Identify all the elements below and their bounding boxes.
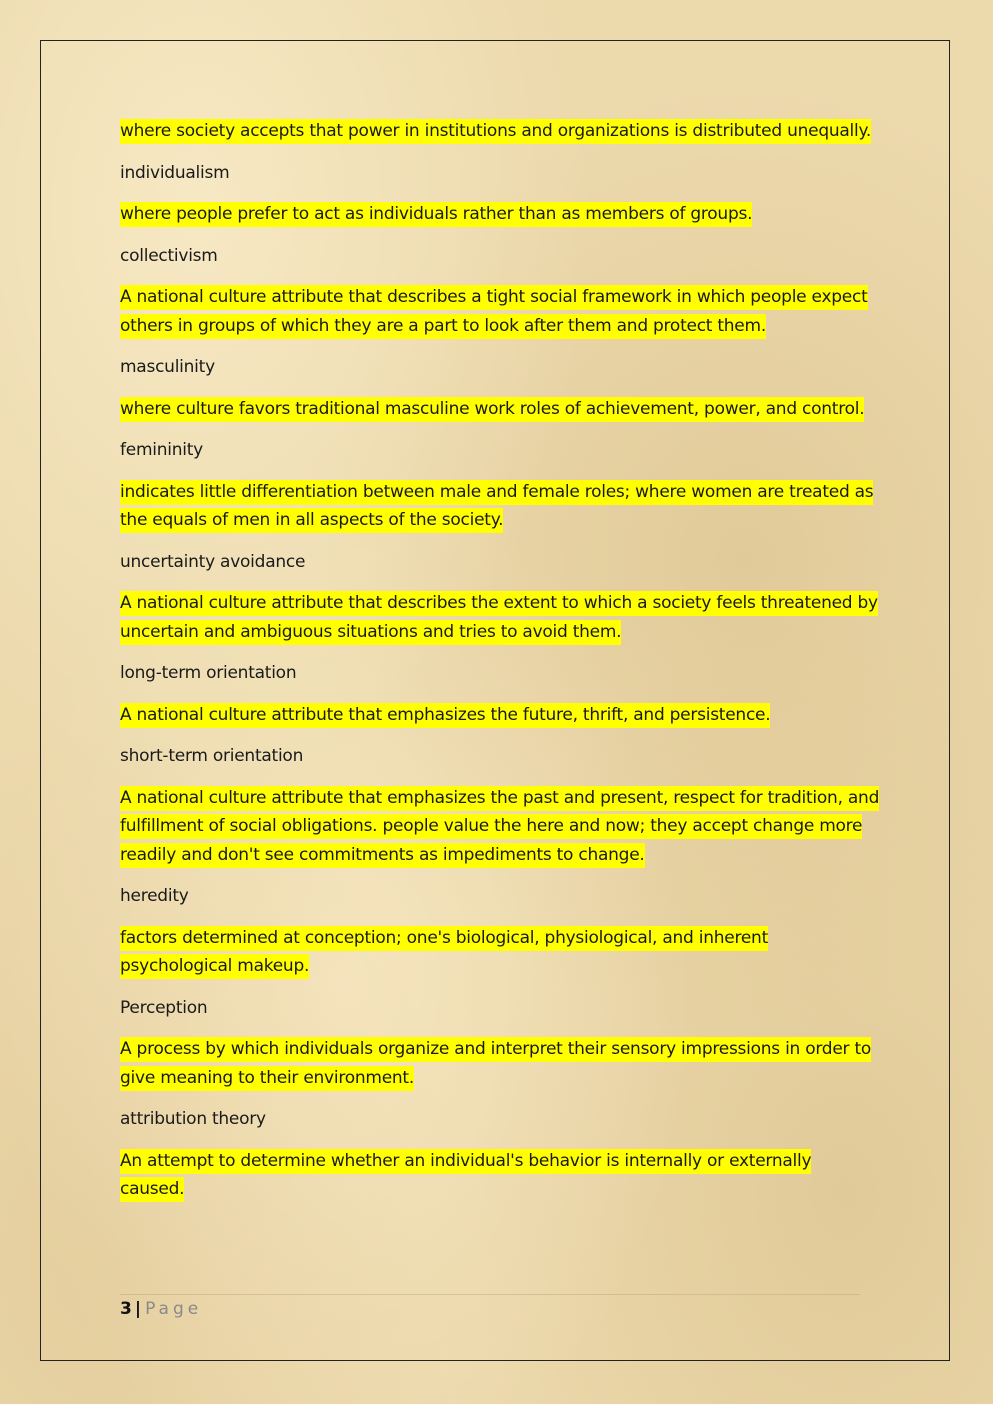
term-label: femininity xyxy=(120,440,203,460)
term-label: long-term orientation xyxy=(120,663,297,683)
highlighted-text: A process by which individuals organize and interpret their sensory impressions in order to give meaning to their environment. xyxy=(120,1037,871,1091)
term-label: Perception xyxy=(120,997,208,1018)
definition-text xyxy=(120,1035,880,1092)
page-label: Page xyxy=(145,1299,203,1319)
term-label: short-term orientation xyxy=(120,746,304,766)
definition-text xyxy=(120,924,880,981)
definition-text xyxy=(120,283,880,340)
term-label: attribution theory xyxy=(120,1109,266,1129)
definition-text xyxy=(120,784,880,870)
highlighted-text: where culture favors traditional masculine work roles of achievement, power, and control. xyxy=(120,397,864,422)
definition-text xyxy=(120,1147,880,1204)
highlighted-text: indicates little differentiation between male and female roles; where women are treated as the equals of men in all aspects of the society. xyxy=(120,480,873,534)
highlighted-text: A national culture attribute that describes the extent to which a society feels threatened by uncertain and ambiguous situations and tries to avoid them. xyxy=(120,591,878,645)
highlighted-text: A national culture attribute that describes a tight social framework in which people expect others in groups of which they are a part to look after them and protect them. xyxy=(120,285,868,339)
highlighted-text: where society accepts that power in institutions and organizations is distributed unequally. xyxy=(120,119,871,144)
term-label: uncertainty avoidance xyxy=(120,551,306,572)
highlighted-text: factors determined at conception; one's biological, physiological, and inherent psychological makeup. xyxy=(120,926,768,980)
definition-text xyxy=(120,478,880,535)
term-label: heredity xyxy=(120,886,189,906)
highlighted-text: A national culture attribute that emphasizes the future, thrift, and persistence. xyxy=(120,703,770,728)
term-label: individualism xyxy=(120,162,230,183)
definition-text xyxy=(120,117,880,146)
definition-text xyxy=(120,589,880,646)
document-body xyxy=(120,117,880,1217)
term-label: collectivism xyxy=(120,245,218,266)
highlighted-text: where people prefer to act as individuals rather than as members of groups. xyxy=(120,202,752,227)
definition-text xyxy=(120,200,880,229)
page-footer xyxy=(120,1294,860,1323)
definition-text xyxy=(120,701,880,730)
footer-separator: | xyxy=(134,1299,142,1319)
highlighted-text: An attempt to determine whether an individual's behavior is internally or externally caused. xyxy=(120,1149,811,1203)
highlighted-text: A national culture attribute that emphasizes the past and present, respect for tradition, and fulfillment of social obligations. people value the here and now; they accept change more readily and don't see commitments as impediments to change. xyxy=(120,786,879,868)
term-label: masculinity xyxy=(120,357,215,377)
page-number: 3 xyxy=(120,1299,132,1319)
definition-text xyxy=(120,395,880,424)
